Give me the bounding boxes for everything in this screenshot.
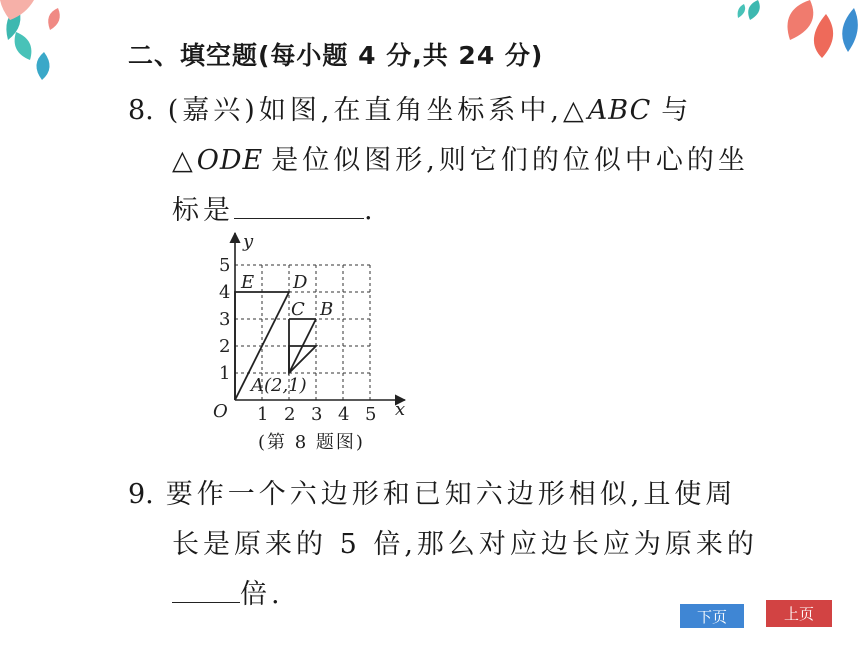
q8-text-2b: 是位似图形,则它们的位似中心的坐 bbox=[271, 145, 749, 176]
q8-text-3a: 标是 bbox=[172, 195, 234, 226]
origin-label: O bbox=[213, 401, 228, 422]
triangle-abc bbox=[289, 346, 316, 373]
label-c: C bbox=[291, 299, 305, 320]
q8-answer-blank[interactable] bbox=[234, 198, 364, 219]
q8-line-2 bbox=[172, 138, 749, 177]
q9-line-1 bbox=[128, 472, 736, 511]
y-tick-5: 5 bbox=[219, 255, 231, 276]
q8-text-1a: 如图,在直角坐标系中,△ bbox=[258, 95, 588, 126]
section-title: 二、填空题(每小题 4 分,共 24 分) bbox=[128, 41, 544, 70]
q9-number: 9. bbox=[128, 479, 154, 510]
x-tick-4: 4 bbox=[338, 404, 350, 425]
q9-line-2 bbox=[172, 522, 758, 561]
x-tick-5: 5 bbox=[365, 404, 377, 425]
y-tick-4: 4 bbox=[219, 282, 231, 303]
q8-source: (嘉兴) bbox=[167, 95, 259, 126]
y-tick-3: 3 bbox=[219, 309, 231, 330]
q9-line-3 bbox=[172, 572, 284, 611]
label-a: A(2,1) bbox=[251, 375, 307, 396]
q8-text-3-end: . bbox=[364, 195, 377, 226]
label-b: B bbox=[320, 299, 334, 320]
q8-triangle-symbol: △ bbox=[172, 145, 197, 176]
q9-answer-blank[interactable] bbox=[172, 582, 240, 603]
label-d: D bbox=[293, 272, 308, 293]
q8-line-3 bbox=[172, 188, 377, 227]
y-tick-1: 1 bbox=[219, 363, 231, 384]
figure-caption: (第 8 题图) bbox=[258, 432, 365, 453]
q8-text-1b: 与 bbox=[661, 95, 693, 126]
corner-leaves-right bbox=[730, 0, 860, 70]
corner-leaves-left bbox=[0, 0, 90, 90]
label-e: E bbox=[241, 272, 255, 293]
q8-triangle-ode: ODE bbox=[196, 145, 264, 176]
y-tick-2: 2 bbox=[219, 336, 231, 357]
q9-text-2: 长是原来的 5 倍,那么对应边长应为原来的 bbox=[172, 529, 758, 560]
q9-text-1: 要作一个六边形和已知六边形相似,且使周 bbox=[165, 479, 737, 510]
x-tick-3: 3 bbox=[311, 404, 323, 425]
x-tick-1: 1 bbox=[257, 404, 269, 425]
y-axis-label: y bbox=[243, 231, 254, 252]
q9-text-3b: 倍. bbox=[240, 579, 284, 610]
previous-page-button[interactable]: 上页 bbox=[766, 600, 832, 627]
next-page-button[interactable]: 下页 bbox=[680, 604, 744, 628]
q8-triangle-abc: ABC bbox=[587, 95, 652, 126]
coordinate-figure bbox=[205, 225, 415, 425]
x-axis-label: x bbox=[395, 399, 406, 420]
q8-number: 8. bbox=[128, 95, 154, 126]
q8-line-1 bbox=[128, 88, 692, 127]
x-tick-2: 2 bbox=[284, 404, 296, 425]
